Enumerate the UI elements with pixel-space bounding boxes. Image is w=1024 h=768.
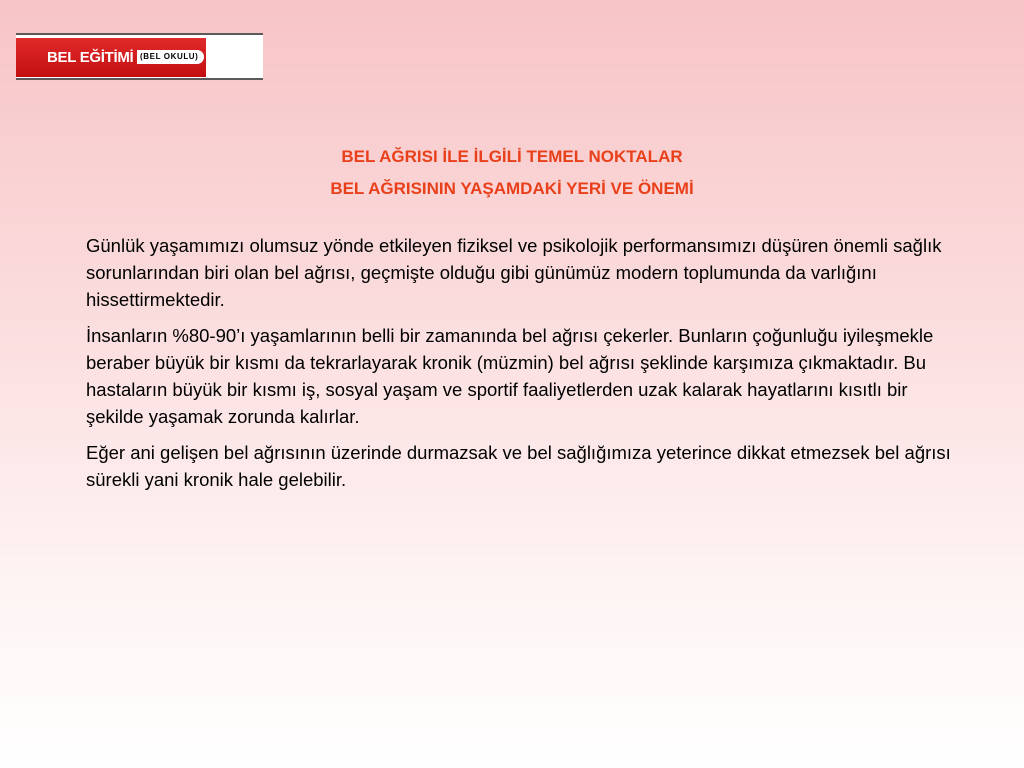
logo-subtitle: (BEL OKULU) xyxy=(137,50,204,64)
paragraph-1: Günlük yaşamımızı olumsuz yönde etkileyen fiziksel ve psikolojik performansımızı düşüren önemli sağlık sorunlarından biri olan bel ağrısı, geçmişte olduğu gibi günümüz modern toplumunda da varlığını hissettirmektedir. xyxy=(86,235,942,310)
slide-subtitle: BEL AĞRISININ YAŞAMDAKİ YERİ VE ÖNEMİ xyxy=(330,179,694,198)
slide-titles xyxy=(0,143,1024,207)
paragraph-2: İnsanların %80-90’ı yaşamlarının belli bir zamanında bel ağrısı çekerler. Bunların çoğunluğu iyileşmekle beraber büyük bir kısmı da tekrarlayarak kronik (müzmin) bel ağrısı şeklinde karşımıza çıkmaktadır. Bu hastaların büyük bir kısmı iş, sosyal yaşam ve sportif faaliyetlerden uzak kalarak hayatlarını kısıtlı bir şekilde yaşamak zorunda kalırlar. xyxy=(86,325,934,427)
slide-title: BEL AĞRISI İLE İLGİLİ TEMEL NOKTALAR xyxy=(341,147,683,166)
logo-title: BEL EĞİTİMİ xyxy=(47,49,134,66)
slide-body xyxy=(86,232,966,502)
paragraph-3: Eğer ani gelişen bel ağrısının üzerinde durmazsak ve bel sağlığımıza yeterince dikkat etmezsek bel ağrısı sürekli yani kronik hale gelebilir. xyxy=(86,442,951,490)
logo xyxy=(16,33,263,80)
